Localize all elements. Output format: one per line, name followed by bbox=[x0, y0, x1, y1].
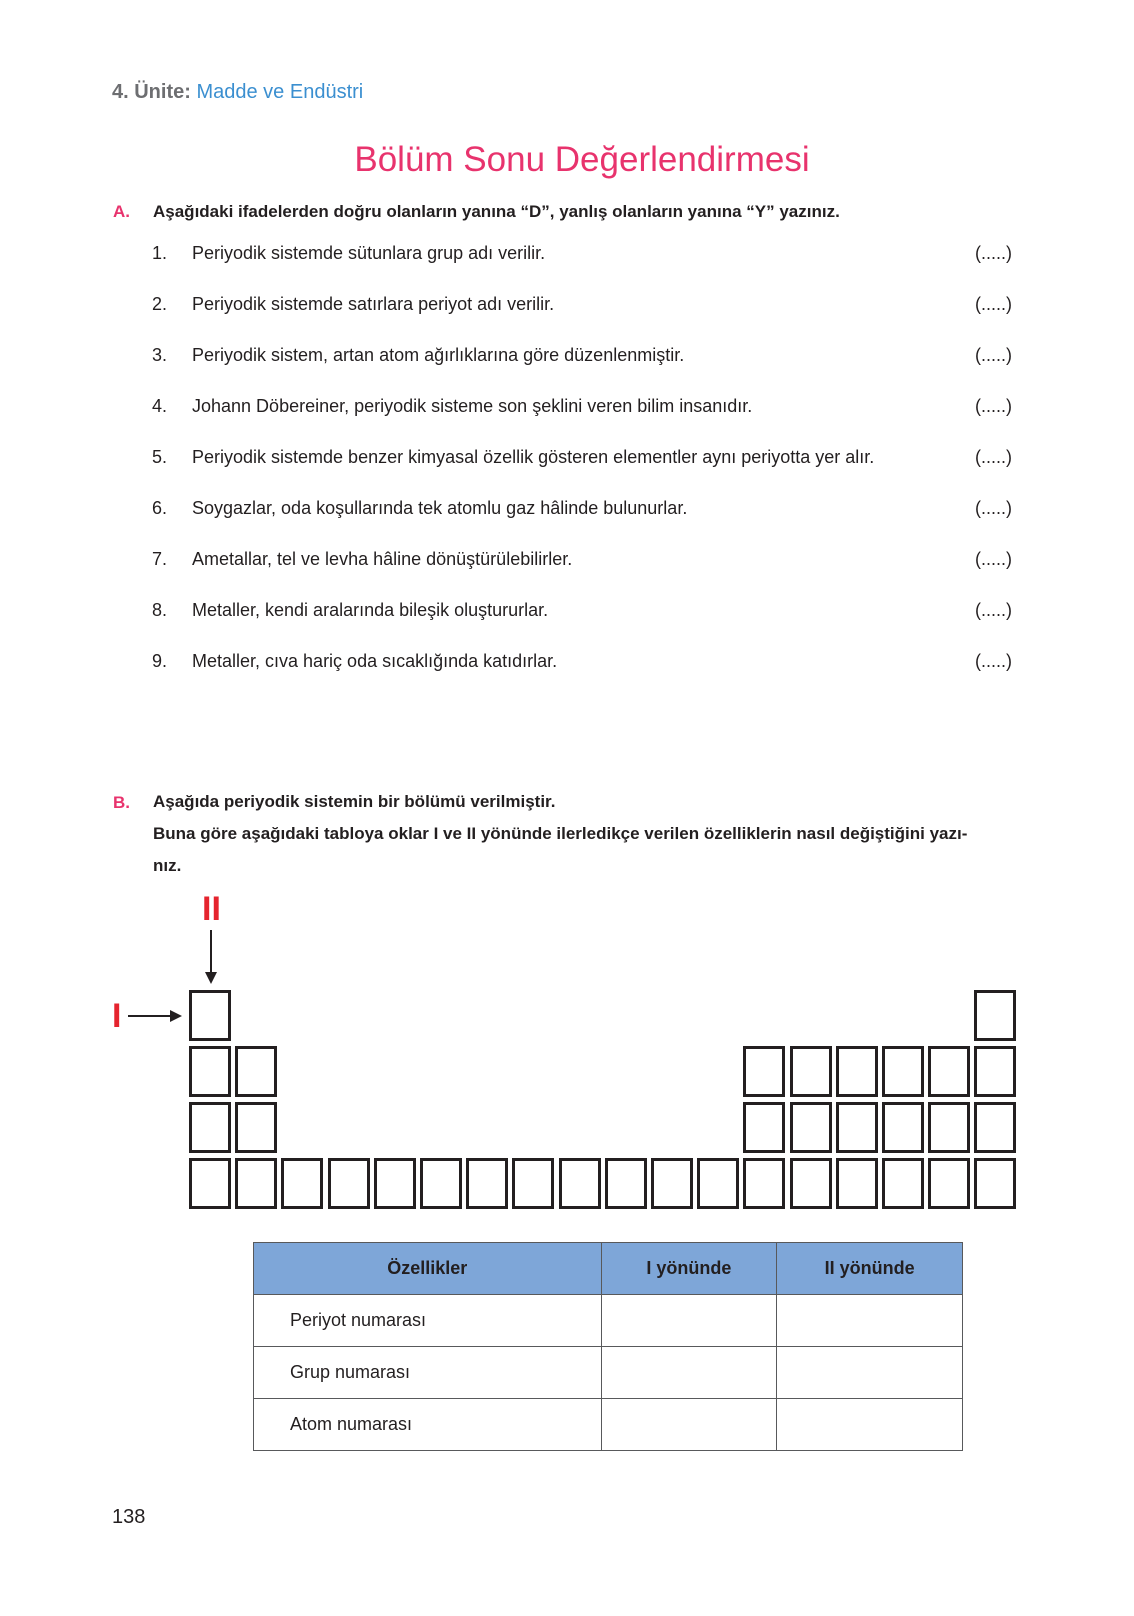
question-text: Metaller, cıva hariç oda sıcaklığında katıdırlar. bbox=[192, 651, 558, 671]
question-item bbox=[152, 447, 1012, 471]
table-row bbox=[254, 1399, 963, 1451]
periodic-table-cell bbox=[420, 1158, 462, 1209]
answer-blank[interactable]: (.....) bbox=[975, 447, 1012, 467]
section-a-instruction: Aşağıdaki ifadelerden doğru olanların yanına “D”, yanlış olanların yanına “Y” yazınız. bbox=[153, 202, 840, 221]
answer-blank[interactable]: (.....) bbox=[975, 396, 1012, 416]
answer-blank[interactable]: (.....) bbox=[975, 498, 1012, 518]
periodic-table-cell bbox=[882, 1158, 924, 1209]
periodic-table-cell bbox=[974, 1158, 1016, 1209]
section-b-letter: B. bbox=[113, 793, 130, 812]
periodic-table-cell bbox=[790, 1046, 832, 1097]
question-number: 6. bbox=[152, 498, 168, 518]
periodic-table-cell bbox=[836, 1158, 878, 1209]
unit-header bbox=[112, 81, 363, 104]
periodic-table-cell bbox=[928, 1102, 970, 1153]
table-row bbox=[254, 1295, 963, 1347]
down-arrow-icon bbox=[200, 930, 224, 986]
question-number: 1. bbox=[152, 243, 168, 263]
question-item bbox=[152, 294, 1012, 318]
periodic-table-cell bbox=[605, 1158, 647, 1209]
question-number: 9. bbox=[152, 651, 168, 671]
periodic-table-cell bbox=[189, 1158, 231, 1209]
question-text: Johann Döbereiner, periyodik sisteme son şeklini veren bilim insanıdır. bbox=[192, 396, 753, 416]
periodic-table-cell bbox=[974, 1102, 1016, 1153]
properties-table bbox=[253, 1242, 963, 1451]
periodic-table-cell bbox=[836, 1102, 878, 1153]
periodic-table-cell bbox=[235, 1102, 277, 1153]
periodic-table-cell bbox=[697, 1158, 739, 1209]
periodic-table-cell bbox=[743, 1102, 785, 1153]
periodic-table-cell bbox=[559, 1158, 601, 1209]
periodic-table-cell bbox=[743, 1046, 785, 1097]
property-name: Atom numarası bbox=[254, 1399, 602, 1451]
periodic-table-cell bbox=[512, 1158, 554, 1209]
header-direction-II: II yönünde bbox=[777, 1243, 963, 1295]
answer-cell-II[interactable] bbox=[777, 1295, 963, 1347]
question-item bbox=[152, 600, 1012, 624]
question-text: Ametallar, tel ve levha hâline dönüştürülebilirler. bbox=[192, 549, 573, 569]
periodic-table-cell bbox=[651, 1158, 693, 1209]
question-number: 2. bbox=[152, 294, 168, 314]
periodic-table-cell bbox=[974, 1046, 1016, 1097]
page-number: 138 bbox=[112, 1506, 146, 1528]
right-arrow-icon bbox=[128, 1006, 184, 1026]
arrow-II-label: II bbox=[202, 890, 221, 928]
periodic-table-cell bbox=[189, 990, 231, 1041]
periodic-table-cell bbox=[374, 1158, 416, 1209]
section-b-instruction bbox=[153, 786, 1023, 882]
arrow-I-label: I bbox=[112, 997, 122, 1035]
answer-blank[interactable]: (.....) bbox=[975, 243, 1012, 263]
question-text: Periyodik sistemde sütunlara grup adı verilir. bbox=[192, 243, 546, 263]
answer-cell-I[interactable] bbox=[601, 1399, 777, 1451]
question-text: Metaller, kendi aralarında bileşik oluştururlar. bbox=[192, 600, 549, 620]
question-number: 3. bbox=[152, 345, 168, 365]
page-title bbox=[0, 140, 1134, 180]
section-b-line3: nız. bbox=[153, 856, 182, 875]
question-number: 4. bbox=[152, 396, 168, 416]
section-b-line2: Buna göre aşağıdaki tabloya oklar I ve II yönünde ilerledikçe verilen özelliklerin nasıl değiştiğini yazı- bbox=[153, 824, 968, 843]
answer-blank[interactable]: (.....) bbox=[975, 651, 1012, 671]
periodic-table-cell bbox=[189, 1102, 231, 1153]
answer-blank[interactable]: (.....) bbox=[975, 549, 1012, 569]
question-item bbox=[152, 345, 1012, 369]
periodic-table-cell bbox=[882, 1046, 924, 1097]
question-item bbox=[152, 396, 1012, 420]
unit-number: 4. Ünite: bbox=[112, 81, 191, 103]
periodic-table-cell bbox=[882, 1102, 924, 1153]
periodic-table-cell bbox=[928, 1158, 970, 1209]
property-name: Periyot numarası bbox=[254, 1295, 602, 1347]
unit-title: Madde ve Endüstri bbox=[196, 81, 364, 103]
header-properties: Özellikler bbox=[254, 1243, 602, 1295]
section-b-line1: Aşağıda periyodik sistemin bir bölümü verilmiştir. bbox=[153, 792, 556, 811]
answer-cell-I[interactable] bbox=[601, 1347, 777, 1399]
answer-cell-I[interactable] bbox=[601, 1295, 777, 1347]
question-number: 7. bbox=[152, 549, 168, 569]
periodic-table-cell bbox=[281, 1158, 323, 1209]
periodic-table-cell bbox=[790, 1158, 832, 1209]
question-number: 5. bbox=[152, 447, 168, 467]
question-item bbox=[152, 243, 1012, 267]
periodic-table-cell bbox=[328, 1158, 370, 1209]
question-item bbox=[152, 651, 1012, 675]
periodic-table-cell bbox=[790, 1102, 832, 1153]
periodic-table-cell bbox=[466, 1158, 508, 1209]
periodic-table-cell bbox=[928, 1046, 970, 1097]
question-text: Periyodik sistem, artan atom ağırlıklarına göre düzenlenmiştir. bbox=[192, 345, 685, 365]
periodic-table-cell bbox=[235, 1158, 277, 1209]
question-text: Periyodik sistemde satırlara periyot adı verilir. bbox=[192, 294, 555, 314]
answer-cell-II[interactable] bbox=[777, 1399, 963, 1451]
table-header-row bbox=[254, 1243, 963, 1295]
question-text: Periyodik sistemde benzer kimyasal özellik gösteren elementler aynı periyotta yer alır. bbox=[192, 447, 875, 467]
page-title-text: Bölüm Sonu Değerlendirmesi bbox=[354, 140, 810, 179]
property-name: Grup numarası bbox=[254, 1347, 602, 1399]
periodic-table-cell bbox=[189, 1046, 231, 1097]
table-row bbox=[254, 1347, 963, 1399]
periodic-table-cell bbox=[235, 1046, 277, 1097]
header-direction-I: I yönünde bbox=[601, 1243, 777, 1295]
section-a-letter: A. bbox=[113, 202, 130, 221]
question-text: Soygazlar, oda koşullarında tek atomlu gaz hâlinde bulunurlar. bbox=[192, 498, 688, 518]
answer-blank[interactable]: (.....) bbox=[975, 600, 1012, 620]
periodic-table-cell bbox=[836, 1046, 878, 1097]
periodic-table-cell bbox=[743, 1158, 785, 1209]
question-number: 8. bbox=[152, 600, 168, 620]
answer-blank[interactable]: (.....) bbox=[975, 294, 1012, 314]
answer-blank[interactable]: (.....) bbox=[975, 345, 1012, 365]
question-item bbox=[152, 498, 1012, 522]
question-item bbox=[152, 549, 1012, 573]
answer-cell-II[interactable] bbox=[777, 1347, 963, 1399]
periodic-table-cell bbox=[974, 990, 1016, 1041]
